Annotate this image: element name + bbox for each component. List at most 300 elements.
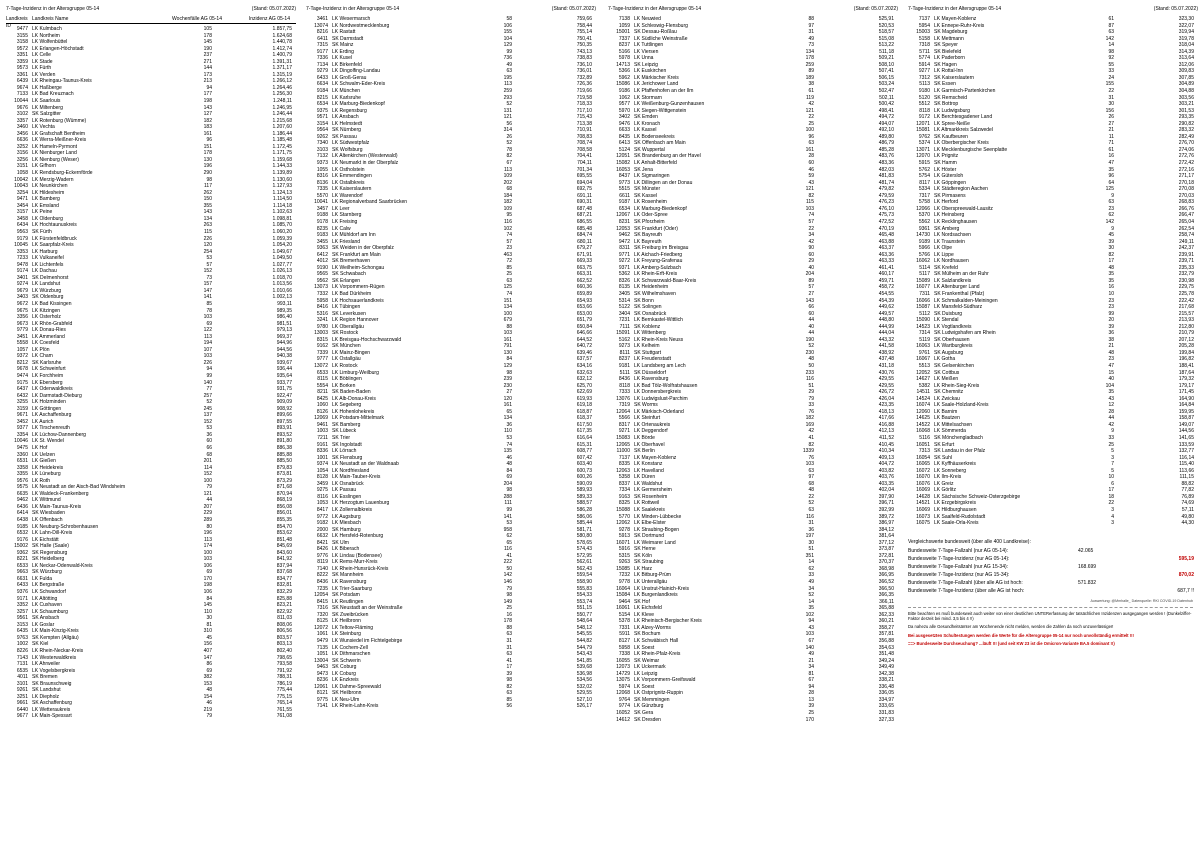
cell-name: LK Heidekreis	[32, 464, 64, 471]
cell-id: 5119	[919, 336, 930, 343]
cell-id: 15091	[616, 330, 630, 337]
cell-cases: 245	[203, 405, 212, 412]
cell-incidence: 843,60	[276, 549, 292, 556]
cell-id: 9181	[618, 362, 630, 369]
cell-incidence: 802,40	[276, 647, 292, 654]
credit-line: Auswertung: @Mmhalle_ Datenquelle: RKI COVID-19 Datenhub	[1090, 598, 1193, 603]
cell-cases: 73	[808, 42, 814, 49]
cell-incidence: 1.215,68	[272, 117, 292, 124]
cell-name: SK Augsburg	[934, 349, 964, 356]
cell-cases: 134	[203, 215, 212, 222]
cell-id: 15087	[916, 304, 930, 311]
cell-id: 6635	[16, 490, 28, 497]
cell-cases: 41	[506, 552, 512, 559]
cell-cases: 184	[503, 192, 512, 199]
cell-name: SK Erfurt	[934, 441, 955, 448]
cell-incidence: 113,66	[1179, 467, 1194, 474]
cell-cases: 96	[1108, 173, 1114, 180]
cell-cases: 290	[203, 170, 212, 177]
cell-incidence: 338,21	[878, 677, 894, 684]
cell-incidence: 319,94	[1178, 29, 1194, 36]
cell-id: 9772	[316, 513, 328, 520]
cell-name: LK Vorpommern-Greifswald	[634, 677, 696, 684]
cell-id: 8236	[316, 677, 328, 684]
cell-name: LK Mansfeld-Südharz	[934, 304, 983, 311]
cell-incidence: 572,95	[576, 552, 592, 559]
cell-incidence: 589,93	[576, 487, 592, 494]
cell-incidence: 518,57	[878, 29, 894, 36]
cell-id: 9775	[316, 696, 328, 703]
cell-cases: 259	[503, 88, 512, 95]
cell-name: SK Regensburg	[32, 549, 68, 556]
cell-name: LK St. Wendel	[32, 438, 64, 445]
cell-name: LK Hildburghausen	[934, 507, 977, 514]
cell-cases: 60	[808, 251, 814, 258]
note-weekend: Da nahezu alle Gesundheitsämter am Wochenende nicht melden, werden die Zahlen da noch unzuverlässiger!	[908, 624, 1114, 630]
cell-cases: 63	[1108, 199, 1114, 206]
cell-id: 16077	[916, 284, 930, 291]
cell-id: 9177	[316, 48, 328, 55]
cell-id: 5154	[618, 611, 630, 618]
cell-cases: 49	[808, 651, 814, 658]
cell-id: 12063	[616, 467, 630, 474]
cell-id: 9162	[316, 343, 328, 350]
cell-id: 15002	[14, 543, 28, 550]
cell-name: LK Oberbergischer Kreis	[934, 140, 989, 147]
cell-incidence: 600,26	[576, 474, 592, 481]
cell-name: LK Sonneberg	[934, 467, 966, 474]
cell-incidence: 743,13	[576, 48, 592, 55]
cell-id: 3405	[618, 290, 630, 297]
cell-incidence: 525,91	[878, 16, 894, 22]
cell-name: LK Kaiserslautern	[332, 186, 372, 193]
cell-incidence: 360,21	[878, 618, 894, 625]
cell-cases: 110	[504, 428, 512, 435]
cell-incidence: 476,23	[878, 199, 894, 206]
cell-cases: 100	[203, 549, 212, 556]
cell-incidence: 322,07	[1178, 22, 1194, 29]
cell-name: LK Osterholz	[32, 314, 61, 321]
cell-cases: 55	[1108, 61, 1114, 68]
cell-incidence: 548,64	[576, 618, 592, 625]
cell-name: LK Westerwaldkreis	[32, 654, 77, 661]
cell-incidence: 811,03	[277, 615, 292, 622]
cell-id: 9372	[16, 353, 28, 360]
cell-incidence: 362,33	[878, 611, 894, 618]
cell-incidence: 873,81	[276, 471, 292, 478]
cell-cases: 146	[503, 579, 512, 586]
cell-cases: 145	[203, 602, 212, 609]
cell-name: LK Greiz	[934, 480, 954, 487]
cell-cases: 137	[203, 412, 212, 419]
cell-name: LK Ebersberg	[32, 379, 63, 386]
cell-cases: 116	[504, 218, 512, 225]
cell-id: 8235	[316, 225, 328, 232]
cell-id: 9182	[316, 520, 328, 527]
cell-incidence: 979,13	[276, 327, 292, 334]
cell-incidence: 410,34	[878, 448, 894, 455]
cell-cases: 69	[206, 569, 212, 576]
cell-name: SK Kempten (Allgäu)	[32, 634, 79, 641]
table-row	[306, 703, 596, 710]
cell-cases: 271	[203, 58, 212, 65]
cell-id: 7137	[618, 454, 630, 461]
cell-id: 3451	[16, 333, 28, 340]
cell-name: LK Verden	[32, 71, 56, 78]
cell-name: LK Erlangen-Höchstadt	[32, 45, 84, 52]
cell-id: 14511	[916, 389, 930, 396]
cell-id: 7335	[316, 186, 328, 193]
cell-name: LK Schwäbisch Hall	[634, 637, 679, 644]
cell-id: 9778	[618, 579, 630, 586]
cell-cases: 25	[1108, 441, 1114, 448]
cell-incidence: 736,01	[576, 68, 592, 75]
cell-incidence: 765,14	[276, 700, 292, 707]
cell-cases: 147	[203, 287, 212, 294]
cell-incidence: 372,81	[878, 552, 894, 559]
cell-id: 9561	[16, 615, 28, 622]
cell-incidence: 489,80	[878, 133, 894, 140]
cell-id: 3358	[16, 464, 28, 471]
cell-cases: 58	[506, 16, 512, 22]
cell-incidence: 909,09	[276, 399, 292, 406]
summary-row	[908, 588, 1198, 596]
cell-name: LK Nordfriesland	[332, 467, 370, 474]
cell-id: 13071	[916, 146, 930, 153]
cell-incidence: 823,21	[276, 602, 292, 609]
cell-incidence: 640,72	[576, 343, 592, 350]
cell-incidence: 935,64	[276, 372, 292, 379]
cell-name: LK Northeim	[32, 32, 60, 39]
cell-id: 6535	[16, 667, 28, 674]
cell-id: 9671	[16, 412, 28, 419]
cell-id: 15086	[616, 81, 630, 88]
cell-cases: 36	[206, 431, 212, 438]
cell-id: 5512	[918, 101, 930, 108]
cell-cases: 82	[1108, 251, 1114, 258]
cell-incidence: 715,43	[576, 114, 592, 121]
cell-id: 3359	[16, 58, 28, 65]
cell-cases: 100	[203, 477, 212, 484]
cell-id: 12068	[616, 690, 630, 697]
cell-id: 9189	[918, 238, 930, 245]
cell-cases: 90	[808, 245, 814, 252]
cell-name: LK Südwestpfalz	[332, 140, 370, 147]
cell-id: 6437	[16, 386, 28, 393]
cell-name: SK Ludwigshafen am Rhein	[934, 330, 996, 337]
cell-cases: 94	[206, 366, 212, 373]
cell-cases: 98	[506, 592, 512, 599]
cell-id: 5116	[919, 435, 930, 441]
cell-cases: 56	[506, 120, 512, 127]
cell-name: SK Wilhelmshaven	[634, 290, 676, 297]
cell-incidence: 1.624,68	[272, 32, 292, 39]
cell-id: 9279	[316, 68, 328, 75]
cell-name: LK Rottweil	[634, 500, 660, 507]
cell-name: LK Ammerland	[32, 333, 65, 340]
cell-incidence: 327,33	[878, 716, 894, 723]
cell-cases: 33	[1108, 435, 1114, 441]
cell-name: LK Dithmarschen	[332, 651, 371, 658]
cell-id: 9564	[316, 127, 328, 134]
cell-name: LK Ostallgäu	[332, 356, 361, 363]
cell-id: 5515	[618, 186, 630, 193]
cell-id: 9188	[316, 212, 328, 219]
cell-name: SK Freiburg im Breisgau	[634, 245, 689, 252]
cell-name: LK Göttingen	[32, 405, 62, 412]
cell-name: LK Warendorf	[332, 192, 363, 199]
cell-id: 7317	[918, 192, 930, 199]
cell-id: 5111	[619, 369, 630, 376]
cell-cases: 161	[203, 130, 212, 137]
cell-cases: 61	[1108, 146, 1114, 153]
cell-incidence: 268,83	[1178, 199, 1194, 206]
summary-label: Bundesweite 7-Tage-Fallzahl (nur AG 15-34):	[908, 563, 1009, 570]
cell-incidence: 187,64	[1178, 369, 1194, 376]
cell-id: 9472	[618, 238, 630, 245]
cell-name: LK Mühldorf am Inn	[332, 232, 376, 239]
cell-cases: 170	[805, 716, 814, 723]
cell-name: LK Oldenburg	[32, 215, 63, 222]
cell-cases: 182	[503, 199, 512, 206]
cell-cases: 44	[808, 317, 814, 324]
cell-incidence: 215,57	[1178, 310, 1194, 317]
cell-incidence: 663,31	[576, 271, 592, 278]
cell-name: LK Siegen-Wittgenstein	[634, 107, 687, 114]
cell-name: SK Köln	[634, 552, 653, 559]
cell-name: SK Rosenheim	[634, 493, 668, 500]
cell-cases: 679	[503, 317, 512, 324]
cell-cases: 9	[1111, 428, 1114, 435]
cell-name: SK Halle (Saale)	[32, 543, 69, 550]
cell-incidence: 349,49	[878, 664, 894, 671]
cell-incidence: 669,33	[576, 258, 592, 265]
cell-id: 8117	[919, 179, 930, 186]
cell-incidence: 1.010,66	[272, 287, 292, 294]
cell-incidence: 1.013,56	[272, 281, 292, 288]
cell-id: 3402	[618, 114, 630, 121]
cell-cases: 99	[1108, 310, 1114, 317]
cell-id: 5316	[316, 310, 328, 317]
cell-id: 5166	[618, 48, 630, 55]
cell-name: LK Marburg-Biedenkopf	[332, 101, 385, 108]
cell-id: 9473	[316, 670, 328, 677]
cell-id: 7137	[918, 16, 930, 22]
doc-title: 7-Tage-Inzidenz in der Altersgruppe 05-14	[908, 6, 1002, 12]
cell-incidence: 732,89	[576, 74, 592, 81]
cell-name: LK Saalekreis	[634, 507, 665, 514]
cell-id: 9575	[16, 484, 28, 491]
cell-incidence: 600,73	[576, 467, 592, 474]
cell-cases: 202	[503, 179, 512, 186]
cell-cases: 79	[206, 713, 212, 720]
cell-incidence: 265,04	[1178, 218, 1194, 225]
cell-incidence: 615,31	[576, 441, 592, 448]
cell-id: 16051	[916, 441, 930, 448]
cell-incidence: 515,08	[878, 35, 894, 42]
cell-name: LK Trier-Saarburg	[332, 585, 372, 592]
cell-id: 1060	[316, 402, 328, 409]
cell-id: 8337	[618, 480, 630, 487]
cell-incidence: 532,02	[576, 683, 592, 690]
cell-incidence: 1.098,81	[272, 215, 292, 222]
cell-cases: 44	[808, 330, 814, 337]
cell-incidence: 885,50	[276, 458, 292, 465]
cell-incidence: 933,77	[276, 379, 292, 386]
cell-id: 6413	[618, 140, 630, 147]
cell-cases: 103	[805, 205, 814, 212]
cell-name: SK Coburg	[332, 664, 357, 671]
cell-cases: 41	[506, 657, 512, 664]
cell-incidence: 207,12	[1178, 336, 1194, 343]
cell-cases: 35	[1108, 166, 1114, 173]
cell-cases: 17	[506, 664, 512, 671]
cell-incidence: 404,72	[878, 461, 894, 468]
cell-incidence: 225,78	[1178, 290, 1194, 297]
cell-name: LK Limburg-Weilburg	[332, 369, 379, 376]
cell-id: 7133	[16, 91, 28, 98]
cell-cases: 169	[805, 421, 814, 428]
cell-incidence: 758,44	[576, 22, 592, 29]
cell-incidence: 1.264,46	[272, 84, 292, 91]
cell-id: 10042	[14, 176, 28, 183]
cell-name: LK Herzogtum Lauenburg	[332, 500, 390, 507]
cell-incidence: 196,82	[1178, 356, 1194, 363]
cell-cases: 63	[1108, 29, 1114, 36]
cell-incidence: 249,11	[1179, 238, 1194, 245]
cell-name: LK Rosenheim	[634, 199, 667, 206]
cell-name: LK Freyung-Grafenau	[634, 258, 683, 265]
cell-name: LK Schleswig-Flensburg	[634, 22, 688, 29]
cell-name: LK Schmalkalden-Meiningen	[934, 297, 998, 304]
cell-id: 16068	[916, 428, 930, 435]
cell-name: LK Kassel	[634, 127, 657, 134]
cell-name: LK Main-Kinzig-Kreis	[32, 628, 79, 635]
cell-cases: 22	[808, 493, 814, 500]
cell-name: LK Hohenlohekreis	[332, 408, 375, 415]
cell-id: 9462	[16, 497, 28, 504]
cell-id: 1057	[16, 346, 28, 353]
cell-cases: 310	[203, 628, 212, 635]
cell-id: 8436	[618, 376, 630, 383]
cell-name: LK Rhein-Lahn-Kreis	[332, 703, 379, 710]
cell-name: SK Gera	[634, 709, 654, 716]
cell-cases: 262	[203, 189, 212, 196]
cell-incidence: 908,92	[276, 405, 292, 412]
cell-name: LK Rhein-Sieg-Kreis	[934, 382, 980, 389]
cell-incidence: 373,87	[878, 546, 894, 553]
table-row	[6, 713, 296, 720]
cell-id: 8437	[618, 173, 630, 180]
cell-cases: 230	[805, 349, 814, 356]
cell-name: LK Kulmbach	[32, 26, 62, 32]
cell-incidence: 1.027,77	[272, 261, 292, 268]
cell-incidence: 939,67	[276, 359, 292, 366]
cell-cases: 11	[1108, 133, 1114, 140]
cell-cases: 102	[503, 225, 512, 232]
cell-id: 3354	[16, 431, 28, 438]
cell-name: LK Alb-Donau-Kreis	[332, 395, 376, 402]
cell-incidence: 444,99	[878, 323, 894, 330]
cell-cases: 59	[808, 173, 814, 180]
cell-cases: 69	[506, 474, 512, 481]
cell-cases: 189	[805, 74, 814, 81]
cell-name: SK Hagen	[934, 61, 957, 68]
cell-cases: 149	[503, 598, 512, 605]
cell-incidence: 141,65	[1178, 435, 1194, 441]
cell-id: 5314	[618, 297, 630, 304]
cell-incidence: 981,51	[276, 320, 292, 327]
cell-incidence: 1.114,18	[272, 202, 292, 209]
cell-cases: 40	[808, 323, 814, 330]
cell-id: 9773	[618, 179, 630, 186]
cell-name: LK Garmisch-Partenkirchen	[934, 88, 996, 95]
cell-cases: 131	[503, 107, 512, 114]
cell-incidence: 622,69	[576, 389, 592, 396]
cell-name: SK Essen	[934, 81, 956, 88]
cell-id: 5370	[918, 212, 930, 219]
summary-title: Vergleichswerte bundesweit (über alle 400 Landkreise):	[908, 538, 1031, 545]
cell-id: 9777	[316, 356, 328, 363]
cell-id: 9776	[316, 552, 328, 559]
summary-label: Bundesweite 7-Tage-Inzidenz (nur AG 05-14):	[908, 555, 1010, 562]
cell-cases: 85	[506, 696, 512, 703]
cell-cases: 194	[203, 340, 212, 347]
cell-cases: 64	[1108, 179, 1114, 186]
cell-id: 9477	[16, 26, 28, 32]
cell-id: 9780	[316, 323, 328, 330]
cell-id: 7141	[316, 703, 328, 710]
cell-name: LK Rhein-Hunsrück-Kreis	[332, 565, 389, 572]
cell-cases: 42	[808, 101, 814, 108]
cell-id: 9363	[316, 245, 328, 252]
cell-id: 6534	[618, 205, 630, 212]
cell-incidence: 632,12	[576, 376, 592, 383]
summary-label: Bundesweite 7-Tage-Fallzahl (nur AG 05-14):	[908, 547, 1009, 554]
cell-incidence: 164,84	[1178, 402, 1194, 409]
cell-cases: 177	[203, 91, 212, 98]
doc-stand: (Stand: 05.07.2022)	[853, 6, 898, 12]
cell-cases: 121	[805, 107, 814, 114]
cell-name: SK Rostock	[332, 330, 359, 337]
cell-incidence: 500,42	[878, 101, 894, 108]
cell-cases: 96	[206, 137, 212, 144]
cell-name: SK Trier	[332, 435, 351, 441]
cell-cases: 97	[808, 22, 814, 29]
cell-id: 3459	[316, 480, 328, 487]
cell-incidence: 803,57	[276, 634, 292, 641]
cell-name: LK Rheinisch-Bergischer Kreis	[634, 618, 702, 625]
cell-cases: 21	[1108, 343, 1114, 350]
cell-cases: 62	[808, 565, 814, 572]
cell-incidence: 692,75	[576, 186, 592, 193]
cell-incidence: 803,13	[276, 641, 292, 648]
cell-incidence: 536,98	[576, 670, 592, 677]
cell-cases: 42	[808, 428, 814, 435]
cell-name: LK Olpe	[934, 245, 953, 252]
cell-incidence: 986,40	[276, 314, 292, 321]
cell-cases: 100	[503, 310, 512, 317]
column-1	[6, 6, 296, 720]
cell-incidence: 454,55	[878, 290, 894, 297]
cell-name: LK Minden-Lübbecke	[634, 513, 682, 520]
cell-cases: 31	[506, 644, 512, 651]
cell-cases: 96	[808, 133, 814, 140]
cell-cases: 106	[203, 562, 212, 569]
cell-incidence: 323,30	[1178, 16, 1194, 22]
cell-cases: 204	[805, 271, 814, 278]
cell-cases: 63	[506, 68, 512, 75]
